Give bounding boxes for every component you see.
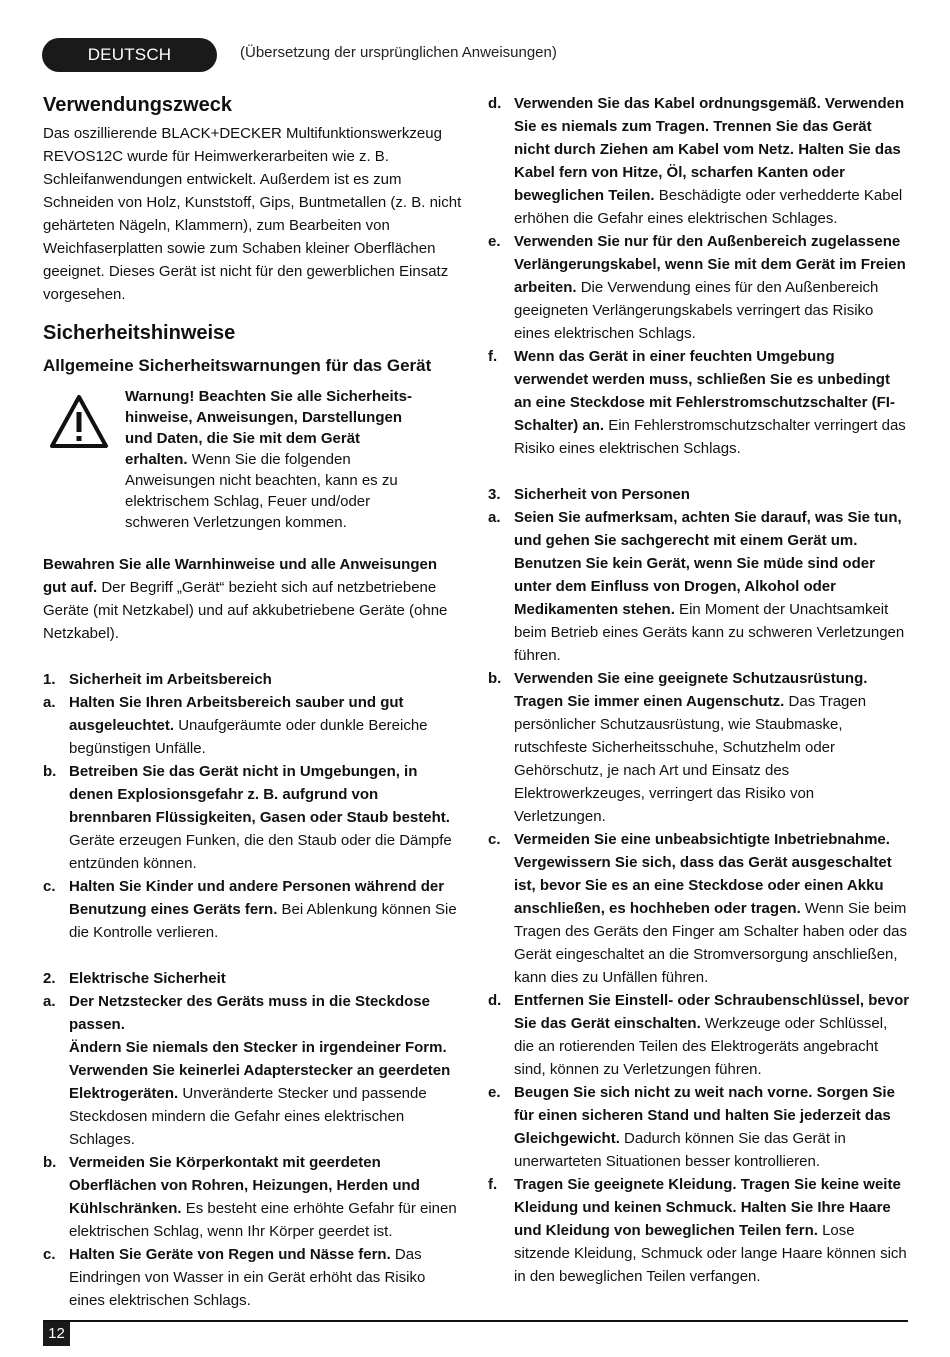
item-text [514,667,910,828]
item-normal: Werkzeuge oder Schlüssel, die an rotierenden Teilen des Elektrogeräts angebracht sind, können zu Verletzungen führen. [514,1015,888,1078]
list-item [488,1081,910,1173]
item-text [69,990,463,1151]
list-item [488,828,910,989]
list-item [488,230,910,345]
item-label: a. [488,509,501,526]
item-bold: Verwenden Sie nur für den Außenbereich zugelassene Verlängerungskabel, wenn Sie mit dem Gerät im Freien arbeiten. [514,233,906,296]
item-text [69,760,463,875]
item-label: b. [488,670,502,687]
section-title-row [43,668,463,691]
item-label: f. [488,348,498,365]
item-bold: Wenn das Gerät in einer feuchten Umgebung verwendet werden muss, schließen Sie es unbedingt an eine Steckdose mit Fehlerstromschutzschalter (FI-Schalter) an. [514,348,895,434]
item-text [69,691,463,760]
item-normal: Wenn Sie beim Tragen des Geräts den Finger am Schalter haben oder das Gerät eingeschaltet an die Stromversorgung anschließen, kann dies zu Unfällen führen. [514,900,908,986]
item-normal: Ein Moment der Unachtsamkeit beim Betrieb eines Geräts kann zu schweren Verletzungen führen. [514,601,905,664]
item-text [69,1243,463,1312]
item-bold: Beugen Sie sich nicht zu weit nach vorne. Sorgen Sie für einen sicheren Stand und halten Sie jederzeit das Gleichgewicht. [514,1084,895,1147]
section-title-row [43,967,463,990]
list-item [488,92,910,230]
item-text [514,506,910,667]
section-work-area [43,668,463,944]
item-label: e. [488,233,501,250]
warning-bold: Warnung! Beachten Sie alle Sicherheits-hinweise, Anweisungen, Darstellungen und Daten, die Sie mit dem Gerät erhalten. [125,388,413,468]
item-bold: Halten Sie Ihren Arbeitsbereich sauber und gut ausgeleuchtet. [69,694,404,734]
item-text [514,828,910,989]
list-item [488,506,910,667]
right-column [488,92,910,1288]
item-label: f. [488,1176,498,1193]
item-normal: Beschädigte oder verhedderte Kabel erhöhen die Gefahr eines elektrischen Schlages. [514,187,903,227]
item-bold: Tragen Sie geeignete Kleidung. Tragen Sie keine weite Kleidung und keinen Schmuck. Halten Sie Ihre Haare und Kleidung von beweglichen Teilen fern. [514,1176,901,1239]
list-item [43,1243,463,1312]
safety-heading: Sicherheitshinweise [43,322,236,344]
item-normal: Geräte erzeugen Funken, die den Staub oder die Dämpfe entzünden können. [69,832,452,872]
section-title: Sicherheit im Arbeitsbereich [69,671,272,688]
list-item [488,989,910,1081]
item-bold: Ändern Sie niemals den Stecker in irgendeiner Form. Verwenden Sie keinerlei Adapterstecker an geerdeten Elektrogeräten. [69,1039,451,1102]
general-safety-heading: Allgemeine Sicherheitswarnungen für das Gerät [43,356,432,375]
item-text [514,1173,910,1288]
warning-normal: Wenn Sie die folgenden Anweisungen nicht beachten, kann es zu elektrischem Schlag, Feuer und/oder schweren Verletzungen kommen. [125,451,398,531]
list-item [43,1151,463,1243]
section-number: 2. [43,970,56,987]
keep-normal: Der Begriff „Gerät“ bezieht sich auf netzbetriebene Geräte (mit Netzkabel) und auf akkubetriebene Geräte (ohne Netzkabel). [43,579,448,642]
item-text [514,989,910,1081]
warning-triangle-icon [49,394,109,450]
list-item [43,990,463,1151]
item-text [514,345,910,460]
item-bold: Seien Sie aufmerksam, achten Sie darauf, was Sie tun, und gehen Sie sachgerecht mit einem Gerät um. Benutzen Sie kein Gerät, wenn Sie müde sind oder unter dem Einfluss von Drogen, Alkohol oder Medikamenten stehen. [514,509,902,618]
item-text [69,875,463,944]
warning-text [125,386,425,533]
item-label: a. [43,993,56,1010]
section-number: 1. [43,671,56,688]
section-electrical [43,967,463,1312]
list-item [488,667,910,828]
translation-note: (Übersetzung der ursprünglichen Anweisungen) [240,44,557,61]
item-bold: Entfernen Sie Einstell- oder Schraubenschlüssel, bevor Sie das Gerät einschalten. [514,992,910,1032]
item-bold: Verwenden Sie eine geeignete Schutzausrüstung. Tragen Sie immer einen Augenschutz. [514,670,868,710]
left-column [43,92,463,1312]
item-bold: Halten Sie Kinder und andere Personen während der Benutzung eines Geräts fern. [69,878,445,918]
item-text [514,1081,910,1173]
item-label: b. [43,763,57,780]
item-bold: Halten Sie Geräte von Regen und Nässe fern. [69,1246,391,1263]
item-label: c. [43,1246,56,1263]
item-normal: Ein Fehlerstromschutzschalter verringert das Risiko eines elektrischen Schlags. [514,417,906,457]
keep-instructions [43,553,463,645]
item-label: c. [43,878,56,895]
item-label: d. [488,992,502,1009]
intended-use-heading: Verwendungszweck [43,94,232,116]
section-number: 3. [488,486,501,503]
section-title-row [488,483,910,506]
footer-divider [43,1320,908,1322]
list-item [43,875,463,944]
item-normal: Lose sitzende Kleidung, Schmuck oder lange Haare können sich in den beweglichen Teilen verfangen. [514,1222,907,1285]
item-label: c. [488,831,501,848]
item-normal: Unveränderte Stecker und passende Steckdosen mindern die Gefahr eines elektrischen Schlages. [69,1085,427,1148]
item-text [69,1151,463,1243]
keep-bold: Bewahren Sie alle Warnhinweise und alle Anweisungen gut auf. [43,556,437,596]
list-item [43,760,463,875]
item-normal: Es besteht eine erhöhte Gefahr für einen elektrischen Schlag, wenn Ihr Körper geerdet ist. [69,1200,457,1240]
item-label: b. [43,1154,57,1171]
list-item [43,691,463,760]
item-bold: Der Netzstecker des Geräts muss in die Steckdose passen. [69,993,430,1033]
section-title: Sicherheit von Personen [514,486,690,503]
item-label: d. [488,95,502,112]
item-bold: Verwenden Sie das Kabel ordnungsgemäß. Verwenden Sie es niemals zum Tragen. Trennen Sie das Gerät nicht durch Ziehen am Kabel vom Netz. Halten Sie das Kabel fern von Hitze, Öl, scharfen Kanten oder beweglichen Teilen. [514,95,905,204]
item-label: a. [43,694,56,711]
item-normal: Bei Ablenkung können Sie die Kontrolle verlieren. [69,901,457,941]
item-normal: Unaufgeräumte oder dunkle Bereiche begünstigen Unfälle. [69,717,428,757]
item-normal: Das Eindringen von Wasser in ein Gerät erhöht das Risiko eines elektrischen Schlags. [69,1246,426,1309]
language-badge: DEUTSCH [42,38,217,72]
list-item [488,1173,910,1288]
list-item [488,345,910,460]
item-bold: Vermeiden Sie Körperkontakt mit geerdeten Oberflächen von Rohren, Heizungen, Herden und Kühlschränken. [69,1154,420,1217]
section-title: Elektrische Sicherheit [69,970,226,987]
item-bold: Betreiben Sie das Gerät nicht in Umgebungen, in denen Explosionsgefahr z. B. aufgrund von brennbaren Flüssigkeiten, Gasen oder Staub besteht. [69,763,450,826]
page-number: 12 [43,1322,70,1346]
item-bold: Vermeiden Sie eine unbeabsichtigte Inbetriebnahme. Vergewissern Sie sich, dass das Gerät ausgeschaltet ist, bevor Sie es an eine Steckdose oder einen Akku anschließen, es hochheben oder tragen. [514,831,892,917]
item-normal: Das Tragen persönlicher Schutzausrüstung, wie Staubmaske, rutschfeste Sicherheitsschuhe, Schutzhelm oder Gehörschutz, je nach Art und Einsatz des Elektrowerkzeuges, verringert das Risiko von Verletzungen. [514,693,867,825]
item-label: e. [488,1084,501,1101]
item-text [514,92,910,230]
section-personal-safety [488,483,910,1288]
item-normal: Die Verwendung eines für den Außenbereich geeigneten Verlängerungskabels verringert das Risiko eines elektrischen Schlags. [514,279,879,342]
intended-use-text: Das oszillierende BLACK+DECKER Multifunktionswerkzeug REVOS12C wurde für Heimwerkerarbeiten wie z. B. Schleifanwendungen entwickelt. Außerdem ist es zum Schneiden von Holz, Kunststoff, Gips, Buntmetallen (z. B. nicht gehärteten Nägeln, Klammern), zum Bearbeiten von Weichfaserplatten sowie zum Schaben kleiner Oberflächen geeignet. Dieses Gerät ist nicht für den gewerblichen Einsatz vorgesehen. [43,125,462,303]
warning-block [43,386,463,533]
item-text [514,230,910,345]
item-normal: Dadurch können Sie das Gerät in unerwarteten Situationen besser kontrollieren. [514,1130,846,1170]
